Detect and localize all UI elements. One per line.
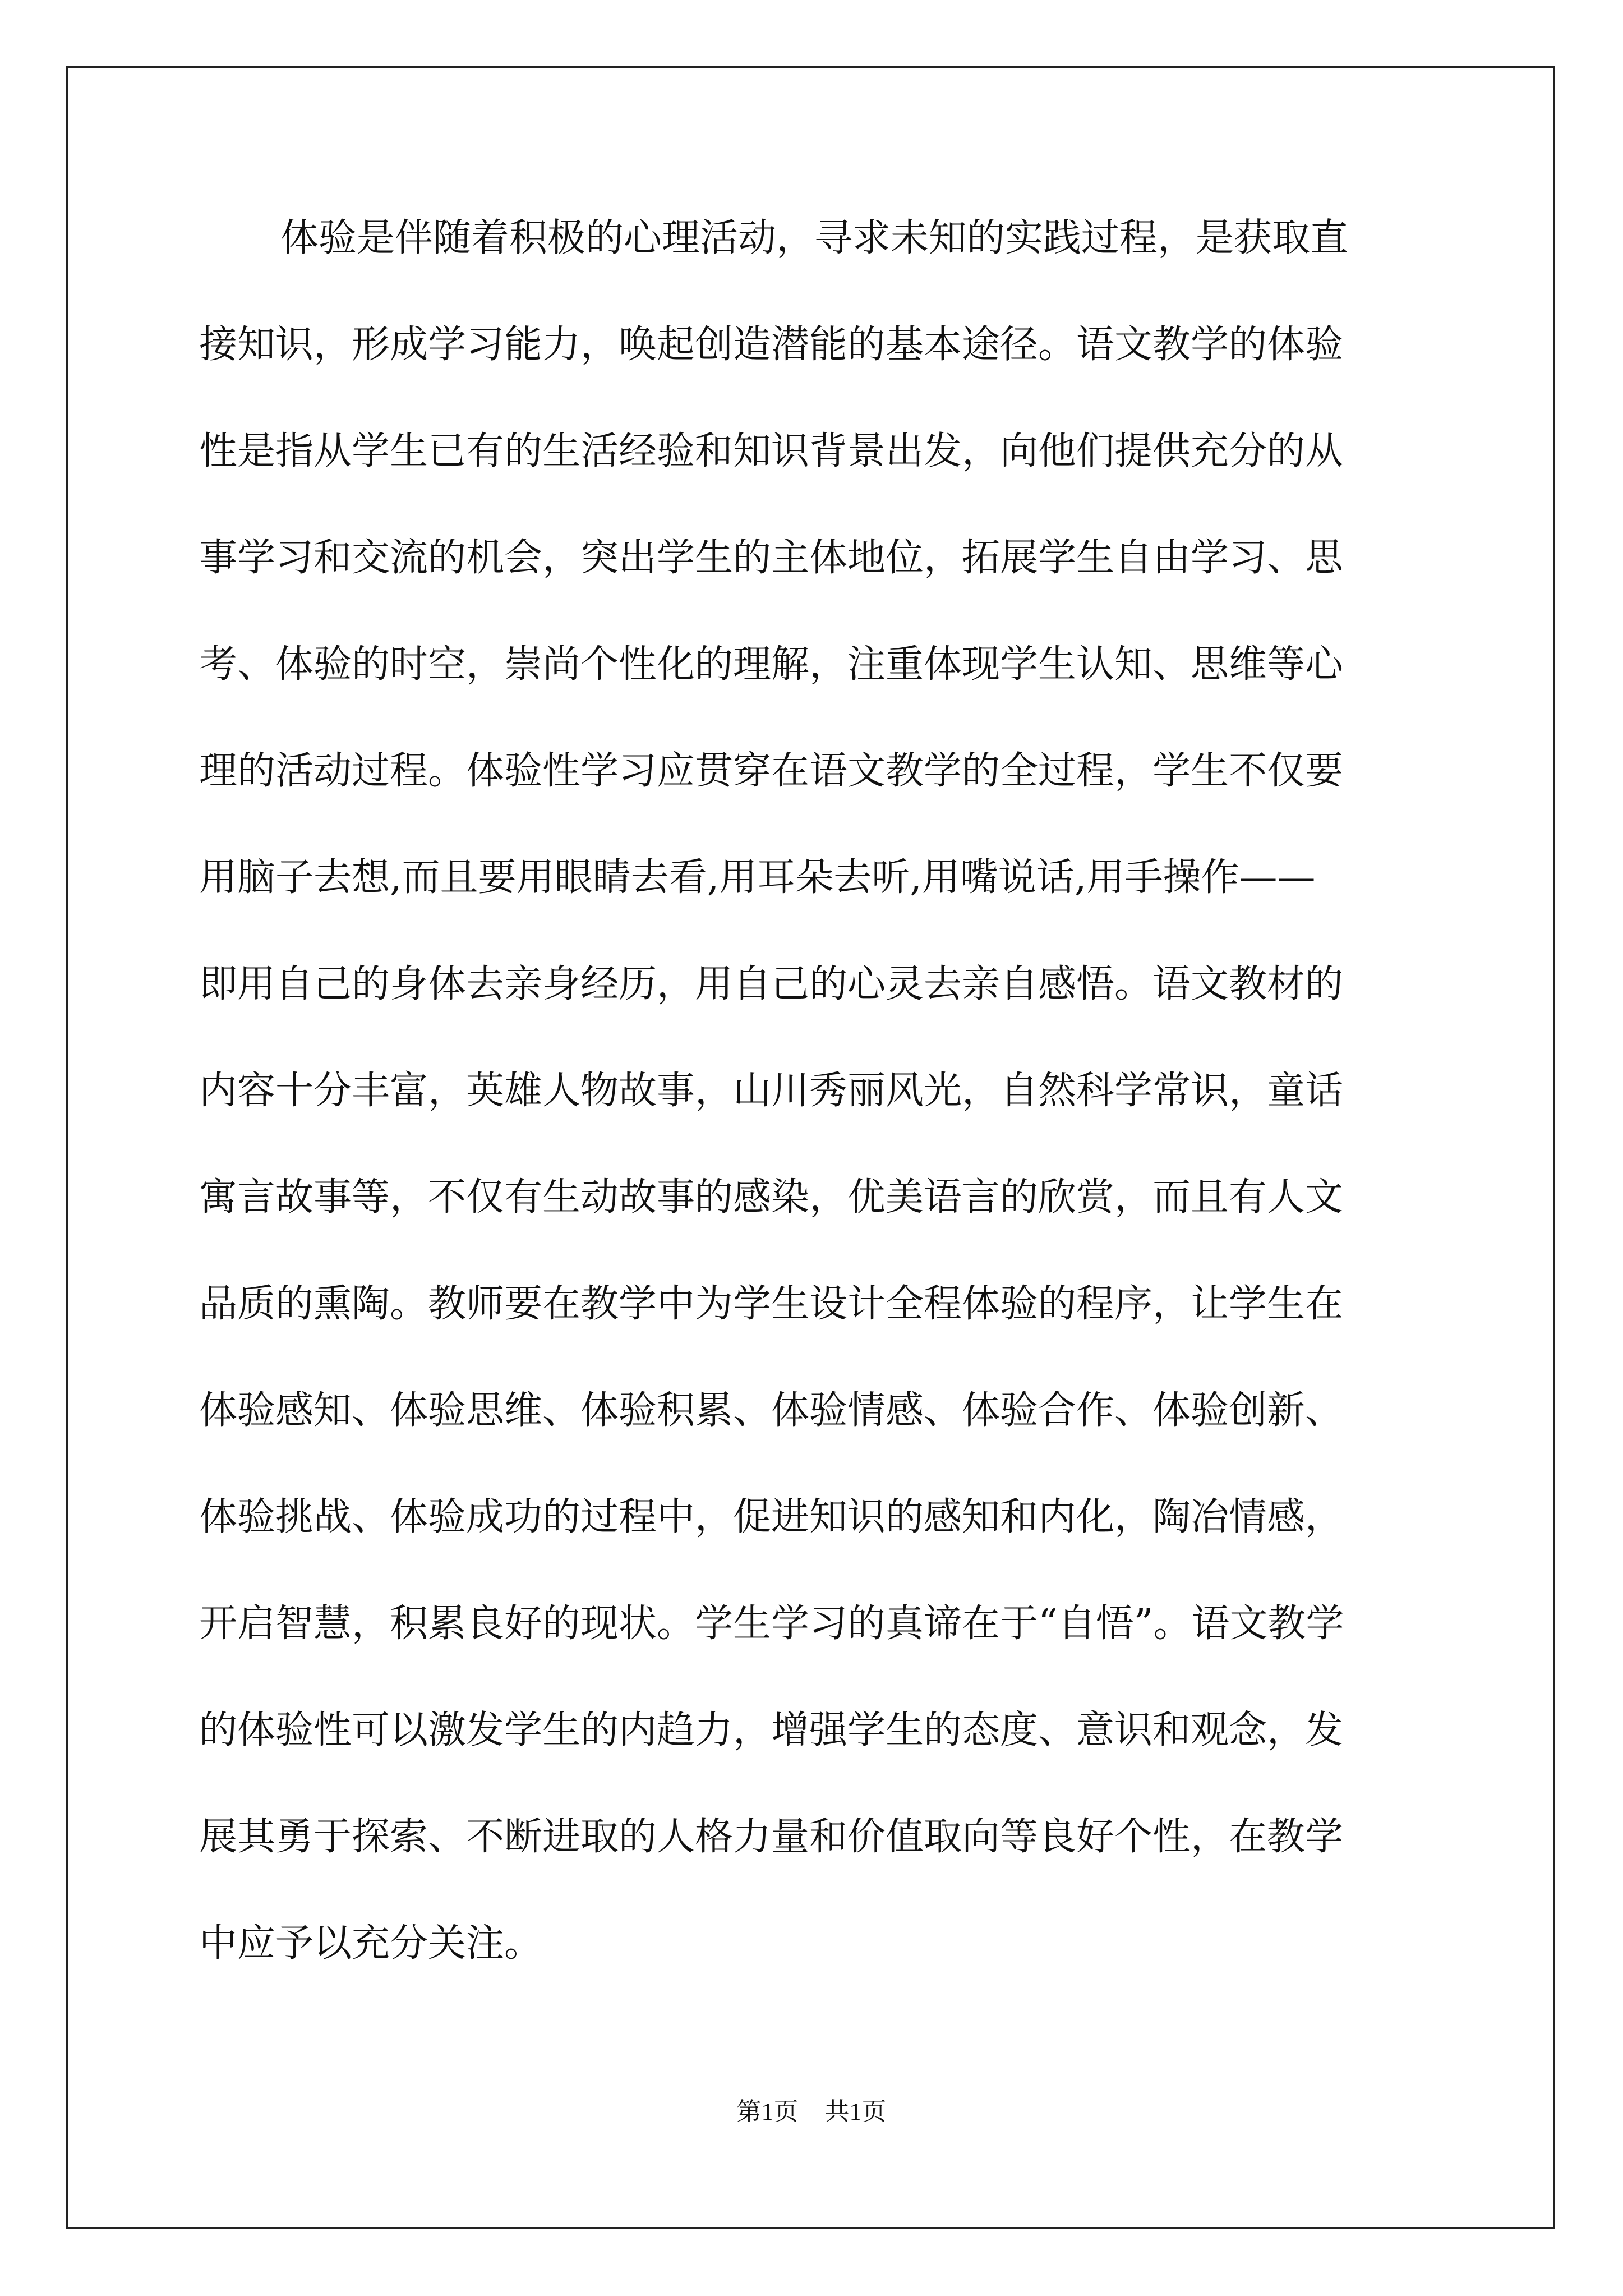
paragraph-line: 寓言故事等，不仅有生动故事的感染，优美语言的欣赏，而且有人文 xyxy=(199,1175,1344,1220)
paragraph-line: 性是指从学生已有的生活经验和知识背景出发，向他们提供充分的从 xyxy=(199,429,1344,473)
document-body xyxy=(199,213,1348,2025)
paragraph-line: 中应予以充分关注。 xyxy=(199,1921,543,1966)
paragraph-line: 理的活动过程。体验性学习应贯穿在语文教学的全过程，学生不仅要 xyxy=(199,749,1344,793)
paragraph-line: 体验是伴随着积极的心理活动，寻求未知的实践过程，是获取直 xyxy=(280,216,1349,260)
paragraph-line: 展其勇于探索、不断进取的人格力量和价值取向等良好个性，在教学 xyxy=(199,1815,1344,1859)
paragraph-line: 接知识，形成学习能力，唤起创造潜能的基本途径。语文教学的体验 xyxy=(199,323,1344,367)
page-number: 第1页 xyxy=(736,2098,799,2125)
paragraph-line: 开启智慧，积累良好的现状。学生学习的真谛在于“自悟”。语文教学 xyxy=(199,1602,1344,1646)
paragraph-line: 体验感知、体验思维、体验积累、体验情感、体验合作、体验创新、 xyxy=(199,1388,1344,1433)
page-total: 共1页 xyxy=(824,2098,887,2125)
paragraph-line: 内容十分丰富，英雄人物故事，山川秀丽风光，自然科学常识，童话 xyxy=(199,1069,1344,1113)
paragraph-line: 用脑子去想,而且要用眼睛去看,用耳朵去听,用嘴说话,用手操作—— xyxy=(199,855,1316,900)
paragraph-line: 的体验性可以激发学生的内趋力，增强学生的态度、意识和观念，发 xyxy=(199,1708,1344,1752)
paragraph-line: 品质的熏陶。教师要在教学中为学生设计全程体验的程序，让学生在 xyxy=(199,1282,1344,1326)
paragraph-line: 事学习和交流的机会，突出学生的主体地位，拓展学生自由学习、思 xyxy=(199,536,1344,580)
paragraph-line: 即用自己的身体去亲身经历，用自己的心灵去亲自感悟。语文教材的 xyxy=(199,962,1344,1006)
paragraph-line: 考、体验的时空，崇尚个性化的理解，注重体现学生认知、思维等心 xyxy=(199,642,1344,687)
page-footer xyxy=(0,2095,1623,2129)
paragraph-line: 体验挑战、体验成功的过程中，促进知识的感知和内化，陶冶情感， xyxy=(199,1495,1344,1539)
